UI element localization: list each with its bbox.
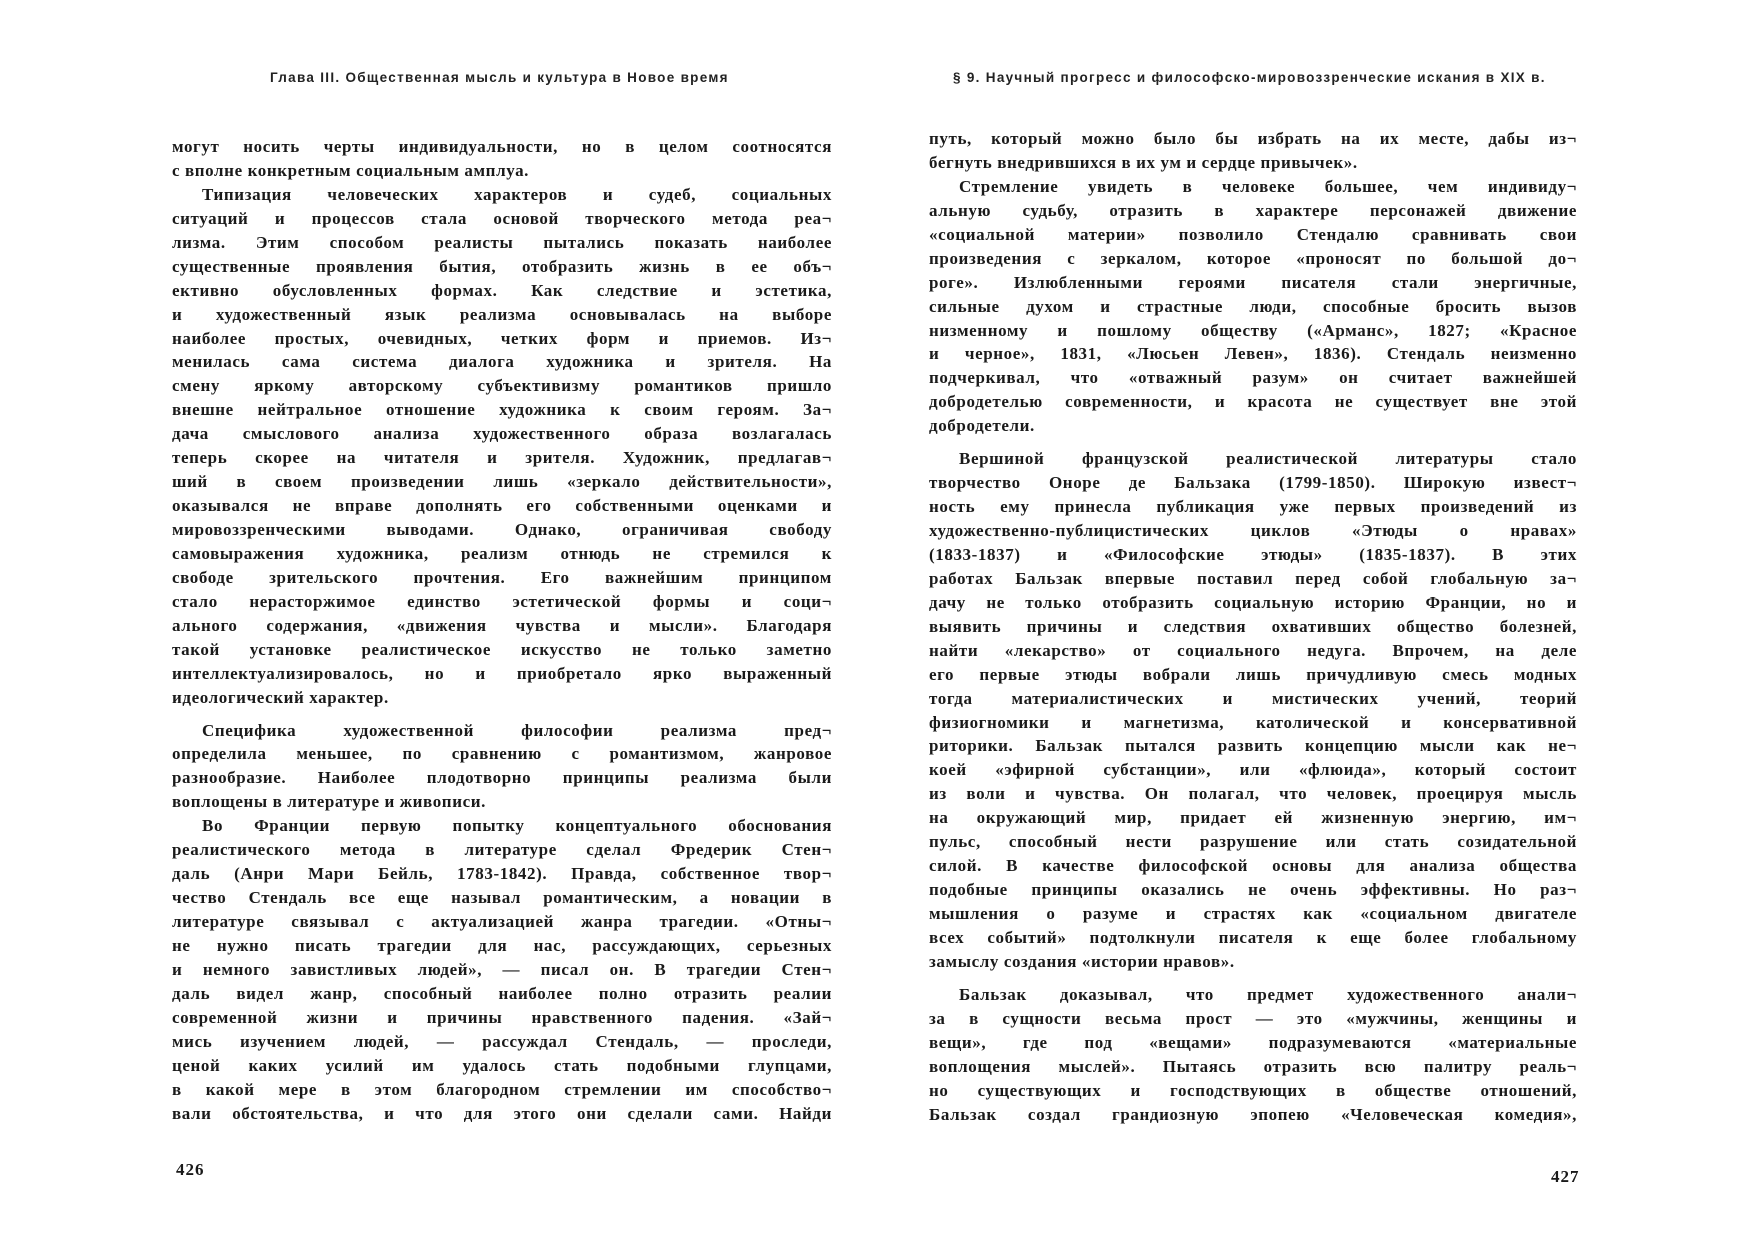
text-line: роге». Излюбленными героями писателя стали энергичные, (929, 272, 1577, 292)
running-head: § 9. Научный прогресс и философско-мировоззренческие искания в XIX в. (953, 70, 1546, 85)
text-line: ший в своем произведении лишь «зеркало действительности», (172, 472, 832, 492)
text-line: его первые этюды вобрали лишь причудливую смесь модных (929, 664, 1577, 684)
text-line: произведения с зеркалом, которое «проносят по большой до¬ (929, 248, 1577, 268)
text-line: Бальзак создал грандиозную эпопею «Человеческая комедия», (929, 1104, 1577, 1124)
text-line: сильные духом и страстные люди, способные бросить вызов (929, 296, 1577, 316)
text-line: могут носить черты индивидуальности, но в целом соотносятся (172, 137, 832, 156)
text-line: тогда материалистических и мистических учений, теорий (929, 688, 1577, 708)
text-line: риторики. Бальзак пытался развить концепцию мысли как не¬ (929, 736, 1577, 756)
body-text (172, 135, 832, 1125)
text-line: Стремление увидеть в человеке большее, чем индивиду¬ (959, 176, 1577, 196)
text-line: наиболее простых, очевидных, четких форм и приемов. Из¬ (172, 328, 832, 348)
text-line: бегнуть внедрившихся в их ум и сердце привычек». (929, 152, 1358, 172)
text-line: свободе зрительского прочтения. Его важнейшим принципом (172, 567, 832, 587)
text-line: даль (Анри Мари Бейль, 1783-1842). Правда, собственное твор¬ (172, 864, 832, 884)
text-line: идеологический характер. (172, 687, 389, 707)
text-line: ценой каких усилий им удалось стать подобными глупцами, (172, 1055, 832, 1075)
text-line: существенные проявления бытия, отобразить жизнь в ее объ¬ (172, 256, 832, 276)
text-line: путь, который можно было бы избрать на их месте, дабы из¬ (929, 129, 1577, 148)
text-line: интеллектуализировалось, но и приобретало ярко выраженный (172, 663, 832, 683)
text-line: ность ему принесла публикация уже первых произведений из (929, 497, 1577, 517)
text-line: такой установке реалистическое искусство не только заметно (172, 639, 832, 659)
text-line: работах Бальзак впервые поставил перед собой глобальную за¬ (929, 568, 1577, 588)
text-line: вещи», где под «вещами» подразумеваются «материальные (929, 1032, 1577, 1052)
text-line: менилась сама система диалога художника и зрителя. На (172, 352, 832, 372)
text-line: низменному и пошлому обществу («Арманс», 1827; «Красное (929, 320, 1577, 340)
text-line: чество Стендаль все еще называл романтическим, а новации в (172, 888, 832, 908)
body-text (929, 127, 1577, 1126)
text-line: воплощения мыслей». Пытаясь отразить всю палитру реаль¬ (929, 1056, 1577, 1076)
text-line: Бальзак доказывал, что предмет художественного анали¬ (959, 984, 1577, 1004)
text-line: Специфика художественной философии реализма пред¬ (202, 720, 832, 740)
text-line: Вершиной французской реалистической литературы стало (959, 449, 1577, 469)
text-line: с вполне конкретным социальным амплуа. (172, 160, 530, 180)
text-line: добродетели. (929, 416, 1035, 436)
text-line: коей «эфирной субстанции», или «флюида», который состоит (929, 760, 1577, 780)
text-line: и художественный язык реализма основывалась на выборе (172, 304, 832, 324)
text-line: внешне нейтральное отношение художника к своим героям. За¬ (172, 400, 832, 420)
text-line: определила меньшее, по сравнению с романтизмом, жанровое (172, 744, 832, 764)
text-line: «социальной материи» позволило Стендалю сравнивать свои (929, 224, 1577, 244)
text-line: ситуаций и процессов стала основой творческого метода реа¬ (172, 208, 832, 228)
text-line: пульс, способный нести разрушение или стать созидательной (929, 832, 1577, 852)
text-line: всех событий» подтолкнули писателя к еще более глобальному (929, 927, 1577, 947)
text-line: лизма. Этим способом реалисты пытались показать наиболее (172, 232, 832, 252)
text-line: не нужно писать трагедии для нас, рассуждающих, серьезных (172, 935, 832, 955)
text-line: добродетелью современности, и красота не существует вне этой (929, 392, 1577, 412)
text-line: и черное», 1831, «Люсьен Левен», 1836). Стендаль неизменно (929, 344, 1577, 364)
page-number: 426 (176, 1160, 205, 1179)
text-line: подчеркивал, что «отважный разум» он считает важнейшей (929, 368, 1577, 388)
text-line: воплощены в литературе и живописи. (172, 792, 486, 812)
text-line: теперь скорее на читателя и зрителя. Художник, предлагав¬ (172, 448, 832, 468)
text-line: смену яркому авторскому субъективизму романтиков пришло (172, 376, 832, 396)
text-line: реалистического метода в литературе сделал Фредерик Стен¬ (172, 840, 832, 860)
text-line: выявить причины и следствия охвативших общество болезней, (929, 616, 1577, 636)
text-line: физиогномики и магнетизма, католической и консервативной (929, 712, 1577, 732)
running-head: Глава III. Общественная мысль и культура в Новое время (270, 70, 729, 85)
text-line: мись изучением людей, — рассуждал Стендаль, — проследи, (172, 1031, 832, 1051)
text-line: разнообразие. Наиболее плодотворно принципы реализма были (172, 768, 832, 788)
text-line: но существующих и господствующих в обществе отношений, (929, 1080, 1577, 1100)
text-line: альную судьбу, отразить в характере персонажей движение (929, 200, 1577, 220)
text-line: дачу не только отобразить социальную историю Франции, но и (929, 592, 1577, 612)
text-line: на окружающий мир, придает ей жизненную энергию, им¬ (929, 808, 1577, 828)
page-number: 427 (1551, 1167, 1580, 1186)
text-line: вали обстоятельства, и что для этого они сделали сами. Найди (172, 1103, 832, 1123)
right-page (877, 0, 1754, 1239)
text-line: современной жизни и причины нравственного падения. «Зай¬ (172, 1007, 832, 1027)
text-line: силой. В качестве философской основы для анализа общества (929, 856, 1577, 876)
text-line: в какой мере в этом благородном стремлении им способство¬ (172, 1079, 832, 1099)
text-line: творчество Оноре де Бальзака (1799-1850). Широкую извест¬ (929, 473, 1577, 493)
text-line: найти «лекарство» от социального недуга. Впрочем, на деле (929, 640, 1577, 660)
text-line: мышления о разуме и страстях как «социальном двигателе (929, 904, 1577, 923)
text-line: даль видел жанр, способный наиболее полно отразить реалии (172, 983, 832, 1003)
text-line: (1833-1837) и «Философские этюды» (1835-1837). В этих (929, 544, 1577, 564)
text-line: за в сущности весьма прост — это «мужчины, женщины и (929, 1008, 1577, 1028)
text-line: подобные принципы оказались не очень эффективны. Но раз¬ (929, 880, 1577, 900)
text-line: художественно-публицистических циклов «Этюды о нравах» (929, 521, 1577, 540)
text-line: стало нерасторжимое единство эстетической формы и соци¬ (172, 591, 832, 611)
text-line: из воли и чувства. Он полагал, что человек, проецируя мысль (929, 784, 1577, 804)
text-line: ального содержания, «движения чувства и мысли». Благодаря (172, 615, 832, 635)
text-line: замыслу создания «истории нравов». (929, 951, 1235, 971)
text-line: мировоззренческими выводами. Однако, ограничивая свободу (172, 520, 832, 539)
text-line: оказывался не вправе дополнять его собственными оценками и (172, 496, 832, 516)
text-line: и немного завистливых людей», — писал он. В трагедии Стен¬ (172, 959, 832, 979)
text-line: Типизация человеческих характеров и судеб, социальных (202, 184, 832, 204)
text-line: самовыражения художника, реализм отнюдь не стремился к (172, 543, 832, 563)
text-line: дача смыслового анализа художественного образа возлагалась (172, 424, 832, 444)
text-line: ективно обусловленных формах. Как следствие и эстетика, (172, 280, 832, 300)
text-line: Во Франции первую попытку концептуального обоснования (202, 816, 832, 836)
text-line: литературе связывал с актуализацией жанра трагедии. «Отны¬ (172, 912, 832, 931)
